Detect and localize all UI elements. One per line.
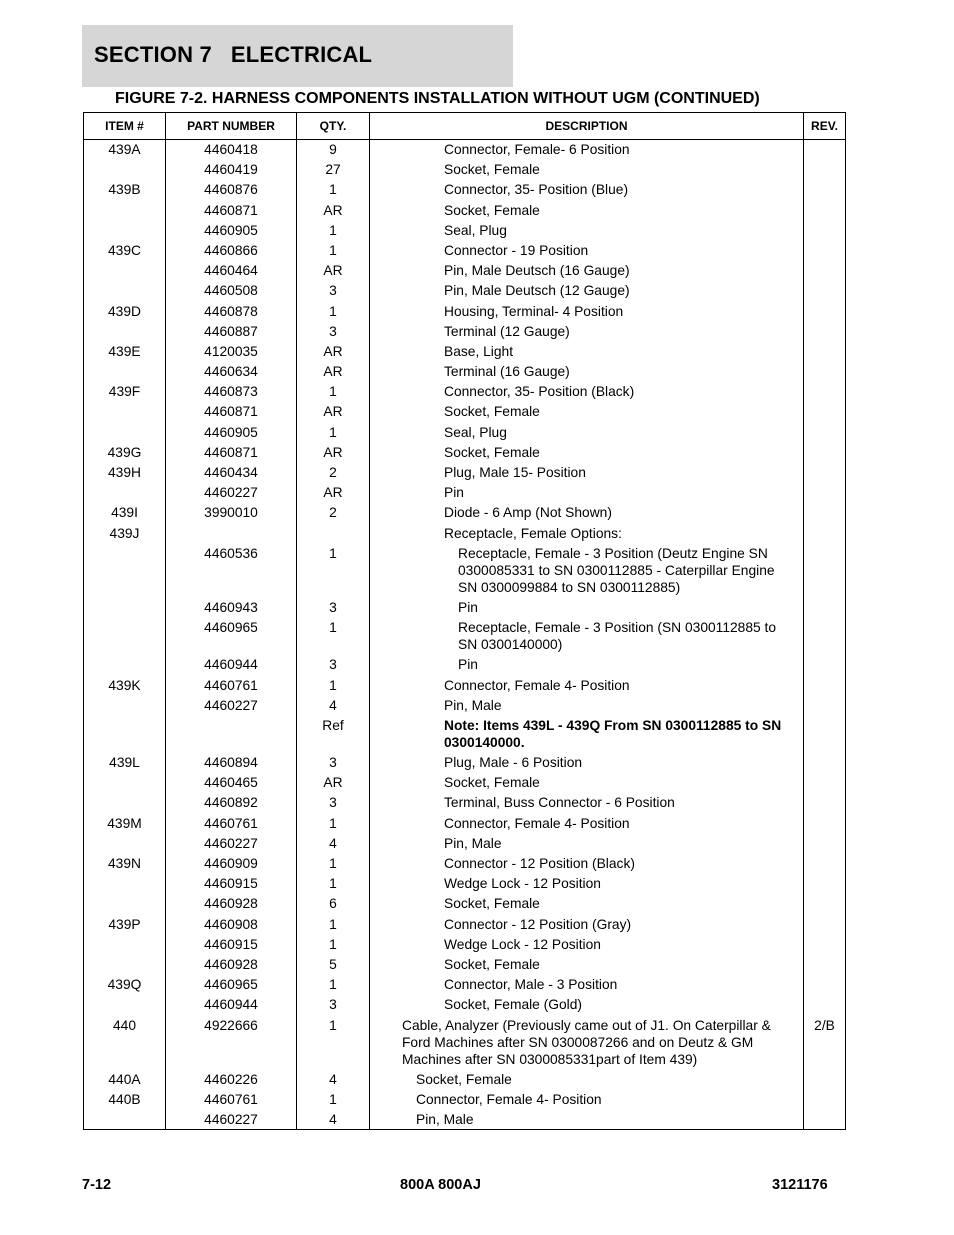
qty-cell: AR bbox=[297, 261, 370, 281]
rev-cell bbox=[804, 1069, 846, 1089]
rev-cell bbox=[804, 160, 846, 180]
item-cell bbox=[84, 874, 166, 894]
rev-cell bbox=[804, 975, 846, 995]
item-cell bbox=[84, 793, 166, 813]
description-cell: Pin, Male Deutsch (12 Gauge) bbox=[370, 281, 804, 301]
item-cell: 439B bbox=[84, 180, 166, 200]
qty-cell: 6 bbox=[297, 894, 370, 914]
qty-cell: 1 bbox=[297, 618, 370, 655]
table-header-row bbox=[84, 113, 846, 140]
qty-cell: AR bbox=[297, 442, 370, 462]
description-cell: Pin bbox=[370, 655, 804, 675]
description-cell: Receptacle, Female - 3 Position (Deutz Engine SN 0300085331 to SN 0300112885 - Caterpillar Engine SN 0300099884 to SN 0300112885) bbox=[370, 543, 804, 597]
part-number-cell: 4460892 bbox=[166, 793, 297, 813]
qty-cell: 3 bbox=[297, 655, 370, 675]
table-row bbox=[84, 1089, 846, 1109]
rev-cell bbox=[804, 180, 846, 200]
item-cell: 439L bbox=[84, 752, 166, 772]
item-cell bbox=[84, 220, 166, 240]
table-row bbox=[84, 200, 846, 220]
item-cell: 440A bbox=[84, 1069, 166, 1089]
item-cell bbox=[84, 715, 166, 752]
part-number-cell: 4460464 bbox=[166, 261, 297, 281]
rev-cell bbox=[804, 1109, 846, 1129]
qty-cell: 2 bbox=[297, 462, 370, 482]
qty-cell: 1 bbox=[297, 914, 370, 934]
rev-cell bbox=[804, 422, 846, 442]
rev-cell: 2/B bbox=[804, 1015, 846, 1069]
table-row bbox=[84, 361, 846, 381]
table-row bbox=[84, 853, 846, 873]
description-cell: Connector, Male - 3 Position bbox=[370, 975, 804, 995]
rev-cell bbox=[804, 675, 846, 695]
rev-cell bbox=[804, 543, 846, 597]
footer-model: 800A 800AJ bbox=[400, 1177, 481, 1193]
item-cell bbox=[84, 200, 166, 220]
rev-cell bbox=[804, 281, 846, 301]
part-number-cell: 4460419 bbox=[166, 160, 297, 180]
qty-cell: 1 bbox=[297, 382, 370, 402]
item-cell: 439G bbox=[84, 442, 166, 462]
item-cell bbox=[84, 894, 166, 914]
part-number-cell bbox=[166, 523, 297, 543]
description-cell: Terminal, Buss Connector - 6 Position bbox=[370, 793, 804, 813]
header-qty: QTY. bbox=[297, 113, 370, 140]
description-cell: Wedge Lock - 12 Position bbox=[370, 934, 804, 954]
rev-cell bbox=[804, 341, 846, 361]
part-number-cell bbox=[166, 715, 297, 752]
part-number-cell: 4120035 bbox=[166, 341, 297, 361]
qty-cell: 1 bbox=[297, 975, 370, 995]
qty-cell: 4 bbox=[297, 695, 370, 715]
part-number-cell: 4460761 bbox=[166, 675, 297, 695]
table-row bbox=[84, 543, 846, 597]
description-cell: Connector, Female 4- Position bbox=[370, 813, 804, 833]
item-cell: 439J bbox=[84, 523, 166, 543]
part-number-cell: 4460965 bbox=[166, 975, 297, 995]
table-row bbox=[84, 752, 846, 772]
rev-cell bbox=[804, 773, 846, 793]
description-cell: Pin, Male bbox=[370, 1109, 804, 1129]
qty-cell: 4 bbox=[297, 1109, 370, 1129]
table-row bbox=[84, 523, 846, 543]
rev-cell bbox=[804, 483, 846, 503]
qty-cell: 1 bbox=[297, 543, 370, 597]
rev-cell bbox=[804, 715, 846, 752]
table-row bbox=[84, 715, 846, 752]
qty-cell: Ref bbox=[297, 715, 370, 752]
table-row bbox=[84, 618, 846, 655]
part-number-cell: 4460894 bbox=[166, 752, 297, 772]
rev-cell bbox=[804, 220, 846, 240]
description-cell: Socket, Female bbox=[370, 1069, 804, 1089]
item-cell: 439N bbox=[84, 853, 166, 873]
qty-cell: 3 bbox=[297, 281, 370, 301]
parts-table-body bbox=[84, 140, 846, 1130]
table-row bbox=[84, 240, 846, 260]
qty-cell: 3 bbox=[297, 793, 370, 813]
description-cell: Pin, Male bbox=[370, 695, 804, 715]
qty-cell: 4 bbox=[297, 833, 370, 853]
part-number-cell: 4460928 bbox=[166, 894, 297, 914]
part-number-cell: 4460227 bbox=[166, 833, 297, 853]
part-number-cell: 4460866 bbox=[166, 240, 297, 260]
description-cell: Seal, Plug bbox=[370, 220, 804, 240]
table-row bbox=[84, 341, 846, 361]
part-number-cell: 4460943 bbox=[166, 597, 297, 617]
item-cell bbox=[84, 995, 166, 1015]
qty-cell: 5 bbox=[297, 954, 370, 974]
rev-cell bbox=[804, 462, 846, 482]
rev-cell bbox=[804, 597, 846, 617]
description-cell: Connector - 12 Position (Gray) bbox=[370, 914, 804, 934]
rev-cell bbox=[804, 934, 846, 954]
item-cell: 439Q bbox=[84, 975, 166, 995]
qty-cell: 1 bbox=[297, 1089, 370, 1109]
part-number-cell: 4460227 bbox=[166, 695, 297, 715]
rev-cell bbox=[804, 200, 846, 220]
table-row bbox=[84, 422, 846, 442]
description-cell: Connector, Female 4- Position bbox=[370, 1089, 804, 1109]
header-item: ITEM # bbox=[84, 113, 166, 140]
part-number-cell: 3990010 bbox=[166, 503, 297, 523]
item-cell: 439C bbox=[84, 240, 166, 260]
rev-cell bbox=[804, 321, 846, 341]
item-cell bbox=[84, 361, 166, 381]
qty-cell: 2 bbox=[297, 503, 370, 523]
table-row bbox=[84, 321, 846, 341]
description-cell: Receptacle, Female - 3 Position (SN 0300112885 to SN 0300140000) bbox=[370, 618, 804, 655]
table-row bbox=[84, 261, 846, 281]
qty-cell bbox=[297, 523, 370, 543]
part-number-cell: 4460908 bbox=[166, 914, 297, 934]
qty-cell: AR bbox=[297, 773, 370, 793]
table-row bbox=[84, 597, 846, 617]
rev-cell bbox=[804, 382, 846, 402]
part-number-cell: 4460909 bbox=[166, 853, 297, 873]
parts-table bbox=[83, 112, 846, 1130]
qty-cell: 3 bbox=[297, 752, 370, 772]
part-number-cell: 4460465 bbox=[166, 773, 297, 793]
item-cell bbox=[84, 773, 166, 793]
qty-cell: AR bbox=[297, 402, 370, 422]
item-cell bbox=[84, 1109, 166, 1129]
qty-cell: AR bbox=[297, 483, 370, 503]
qty-cell: 1 bbox=[297, 240, 370, 260]
qty-cell: 1 bbox=[297, 180, 370, 200]
item-cell bbox=[84, 833, 166, 853]
qty-cell: 3 bbox=[297, 597, 370, 617]
item-cell: 439K bbox=[84, 675, 166, 695]
description-cell: Pin bbox=[370, 597, 804, 617]
qty-cell: 1 bbox=[297, 220, 370, 240]
item-cell bbox=[84, 954, 166, 974]
rev-cell bbox=[804, 140, 846, 160]
rev-cell bbox=[804, 240, 846, 260]
description-cell: Base, Light bbox=[370, 341, 804, 361]
qty-cell: 3 bbox=[297, 995, 370, 1015]
qty-cell: 1 bbox=[297, 934, 370, 954]
qty-cell: AR bbox=[297, 200, 370, 220]
qty-cell: 3 bbox=[297, 321, 370, 341]
item-cell bbox=[84, 422, 166, 442]
rev-cell bbox=[804, 402, 846, 422]
part-number-cell: 4460871 bbox=[166, 200, 297, 220]
item-cell: 440B bbox=[84, 1089, 166, 1109]
description-cell: Socket, Female bbox=[370, 773, 804, 793]
item-cell: 439E bbox=[84, 341, 166, 361]
qty-cell: 9 bbox=[297, 140, 370, 160]
item-cell bbox=[84, 695, 166, 715]
part-number-cell: 4460876 bbox=[166, 180, 297, 200]
part-number-cell: 4922666 bbox=[166, 1015, 297, 1069]
table-row bbox=[84, 1069, 846, 1089]
part-number-cell: 4460536 bbox=[166, 543, 297, 597]
description-cell: Note: Items 439L - 439Q From SN 0300112885 to SN 0300140000. bbox=[370, 715, 804, 752]
part-number-cell: 4460873 bbox=[166, 382, 297, 402]
table-row bbox=[84, 655, 846, 675]
qty-cell: AR bbox=[297, 341, 370, 361]
qty-cell: 1 bbox=[297, 422, 370, 442]
table-row bbox=[84, 995, 846, 1015]
table-row bbox=[84, 503, 846, 523]
table-row bbox=[84, 462, 846, 482]
qty-cell: 1 bbox=[297, 301, 370, 321]
qty-cell: 27 bbox=[297, 160, 370, 180]
table-row bbox=[84, 695, 846, 715]
table-row bbox=[84, 914, 846, 934]
description-cell: Connector, Female- 6 Position bbox=[370, 140, 804, 160]
item-cell: 439H bbox=[84, 462, 166, 482]
description-cell: Socket, Female bbox=[370, 954, 804, 974]
description-cell: Connector, 35- Position (Blue) bbox=[370, 180, 804, 200]
table-row bbox=[84, 833, 846, 853]
rev-cell bbox=[804, 523, 846, 543]
description-cell: Connector - 19 Position bbox=[370, 240, 804, 260]
part-number-cell: 4460965 bbox=[166, 618, 297, 655]
qty-cell: 1 bbox=[297, 874, 370, 894]
item-cell bbox=[84, 543, 166, 597]
header-rev: REV. bbox=[804, 113, 846, 140]
description-cell: Plug, Male 15- Position bbox=[370, 462, 804, 482]
table-row bbox=[84, 402, 846, 422]
rev-cell bbox=[804, 874, 846, 894]
item-cell bbox=[84, 281, 166, 301]
description-cell: Receptacle, Female Options: bbox=[370, 523, 804, 543]
rev-cell bbox=[804, 655, 846, 675]
table-row bbox=[84, 675, 846, 695]
item-cell: 439P bbox=[84, 914, 166, 934]
table-row bbox=[84, 894, 846, 914]
table-row bbox=[84, 934, 846, 954]
table-row bbox=[84, 773, 846, 793]
part-number-cell: 4460878 bbox=[166, 301, 297, 321]
table-row bbox=[84, 382, 846, 402]
description-cell: Socket, Female (Gold) bbox=[370, 995, 804, 1015]
table-row bbox=[84, 483, 846, 503]
part-number-cell: 4460905 bbox=[166, 422, 297, 442]
part-number-cell: 4460227 bbox=[166, 1109, 297, 1129]
description-cell: Wedge Lock - 12 Position bbox=[370, 874, 804, 894]
part-number-cell: 4460944 bbox=[166, 655, 297, 675]
description-cell: Cable, Analyzer (Previously came out of J1. On Caterpillar & Ford Machines after SN 0300087266 and on Deutz & GM Machines after SN 0300085331part of Item 439) bbox=[370, 1015, 804, 1069]
part-number-cell: 4460871 bbox=[166, 442, 297, 462]
table-row bbox=[84, 180, 846, 200]
qty-cell: 1 bbox=[297, 813, 370, 833]
part-number-cell: 4460871 bbox=[166, 402, 297, 422]
rev-cell bbox=[804, 618, 846, 655]
item-cell bbox=[84, 402, 166, 422]
description-cell: Diode - 6 Amp (Not Shown) bbox=[370, 503, 804, 523]
table-row bbox=[84, 281, 846, 301]
rev-cell bbox=[804, 793, 846, 813]
table-row bbox=[84, 140, 846, 160]
footer-doc-number: 3121176 bbox=[772, 1177, 828, 1193]
header-description: DESCRIPTION bbox=[370, 113, 804, 140]
description-cell: Connector - 12 Position (Black) bbox=[370, 853, 804, 873]
table-row bbox=[84, 1015, 846, 1069]
section-title: SECTION 7 ELECTRICAL bbox=[94, 42, 373, 67]
rev-cell bbox=[804, 503, 846, 523]
qty-cell: 1 bbox=[297, 853, 370, 873]
footer-page-number: 7-12 bbox=[82, 1177, 112, 1193]
table-row bbox=[84, 1109, 846, 1129]
rev-cell bbox=[804, 995, 846, 1015]
rev-cell bbox=[804, 954, 846, 974]
table-row bbox=[84, 813, 846, 833]
item-cell: 439F bbox=[84, 382, 166, 402]
rev-cell bbox=[804, 442, 846, 462]
rev-cell bbox=[804, 833, 846, 853]
table-row bbox=[84, 220, 846, 240]
description-cell: Socket, Female bbox=[370, 894, 804, 914]
item-cell: 439M bbox=[84, 813, 166, 833]
rev-cell bbox=[804, 914, 846, 934]
description-cell: Terminal (12 Gauge) bbox=[370, 321, 804, 341]
part-number-cell: 4460226 bbox=[166, 1069, 297, 1089]
part-number-cell: 4460227 bbox=[166, 483, 297, 503]
item-cell bbox=[84, 934, 166, 954]
description-cell: Socket, Female bbox=[370, 160, 804, 180]
description-cell: Pin bbox=[370, 483, 804, 503]
part-number-cell: 4460634 bbox=[166, 361, 297, 381]
rev-cell bbox=[804, 752, 846, 772]
part-number-cell: 4460434 bbox=[166, 462, 297, 482]
rev-cell bbox=[804, 361, 846, 381]
table-row bbox=[84, 160, 846, 180]
part-number-cell: 4460944 bbox=[166, 995, 297, 1015]
item-cell bbox=[84, 261, 166, 281]
description-cell: Terminal (16 Gauge) bbox=[370, 361, 804, 381]
rev-cell bbox=[804, 894, 846, 914]
table-row bbox=[84, 874, 846, 894]
description-cell: Seal, Plug bbox=[370, 422, 804, 442]
header-part-number: PART NUMBER bbox=[166, 113, 297, 140]
table-row bbox=[84, 442, 846, 462]
rev-cell bbox=[804, 261, 846, 281]
table-row bbox=[84, 793, 846, 813]
part-number-cell: 4460508 bbox=[166, 281, 297, 301]
item-cell bbox=[84, 483, 166, 503]
part-number-cell: 4460761 bbox=[166, 1089, 297, 1109]
rev-cell bbox=[804, 301, 846, 321]
description-cell: Plug, Male - 6 Position bbox=[370, 752, 804, 772]
item-cell bbox=[84, 618, 166, 655]
item-cell bbox=[84, 321, 166, 341]
part-number-cell: 4460915 bbox=[166, 874, 297, 894]
description-cell: Socket, Female bbox=[370, 402, 804, 422]
description-cell: Socket, Female bbox=[370, 200, 804, 220]
table-row bbox=[84, 301, 846, 321]
description-cell: Connector, Female 4- Position bbox=[370, 675, 804, 695]
item-cell: 440 bbox=[84, 1015, 166, 1069]
item-cell: 439D bbox=[84, 301, 166, 321]
qty-cell: 1 bbox=[297, 1015, 370, 1069]
description-cell: Pin, Male bbox=[370, 833, 804, 853]
section-header-bar bbox=[82, 25, 513, 87]
part-number-cell: 4460887 bbox=[166, 321, 297, 341]
part-number-cell: 4460915 bbox=[166, 934, 297, 954]
item-cell bbox=[84, 160, 166, 180]
part-number-cell: 4460418 bbox=[166, 140, 297, 160]
part-number-cell: 4460928 bbox=[166, 954, 297, 974]
rev-cell bbox=[804, 1089, 846, 1109]
description-cell: Socket, Female bbox=[370, 442, 804, 462]
item-cell: 439I bbox=[84, 503, 166, 523]
item-cell bbox=[84, 655, 166, 675]
figure-title: FIGURE 7-2. HARNESS COMPONENTS INSTALLATION WITHOUT UGM (CONTINUED) bbox=[115, 90, 760, 107]
item-cell bbox=[84, 597, 166, 617]
table-row bbox=[84, 975, 846, 995]
description-cell: Housing, Terminal- 4 Position bbox=[370, 301, 804, 321]
qty-cell: 4 bbox=[297, 1069, 370, 1089]
rev-cell bbox=[804, 813, 846, 833]
description-cell: Pin, Male Deutsch (16 Gauge) bbox=[370, 261, 804, 281]
description-cell: Connector, 35- Position (Black) bbox=[370, 382, 804, 402]
item-cell: 439A bbox=[84, 140, 166, 160]
rev-cell bbox=[804, 853, 846, 873]
table-row bbox=[84, 954, 846, 974]
part-number-cell: 4460761 bbox=[166, 813, 297, 833]
qty-cell: 1 bbox=[297, 675, 370, 695]
rev-cell bbox=[804, 695, 846, 715]
qty-cell: AR bbox=[297, 361, 370, 381]
part-number-cell: 4460905 bbox=[166, 220, 297, 240]
